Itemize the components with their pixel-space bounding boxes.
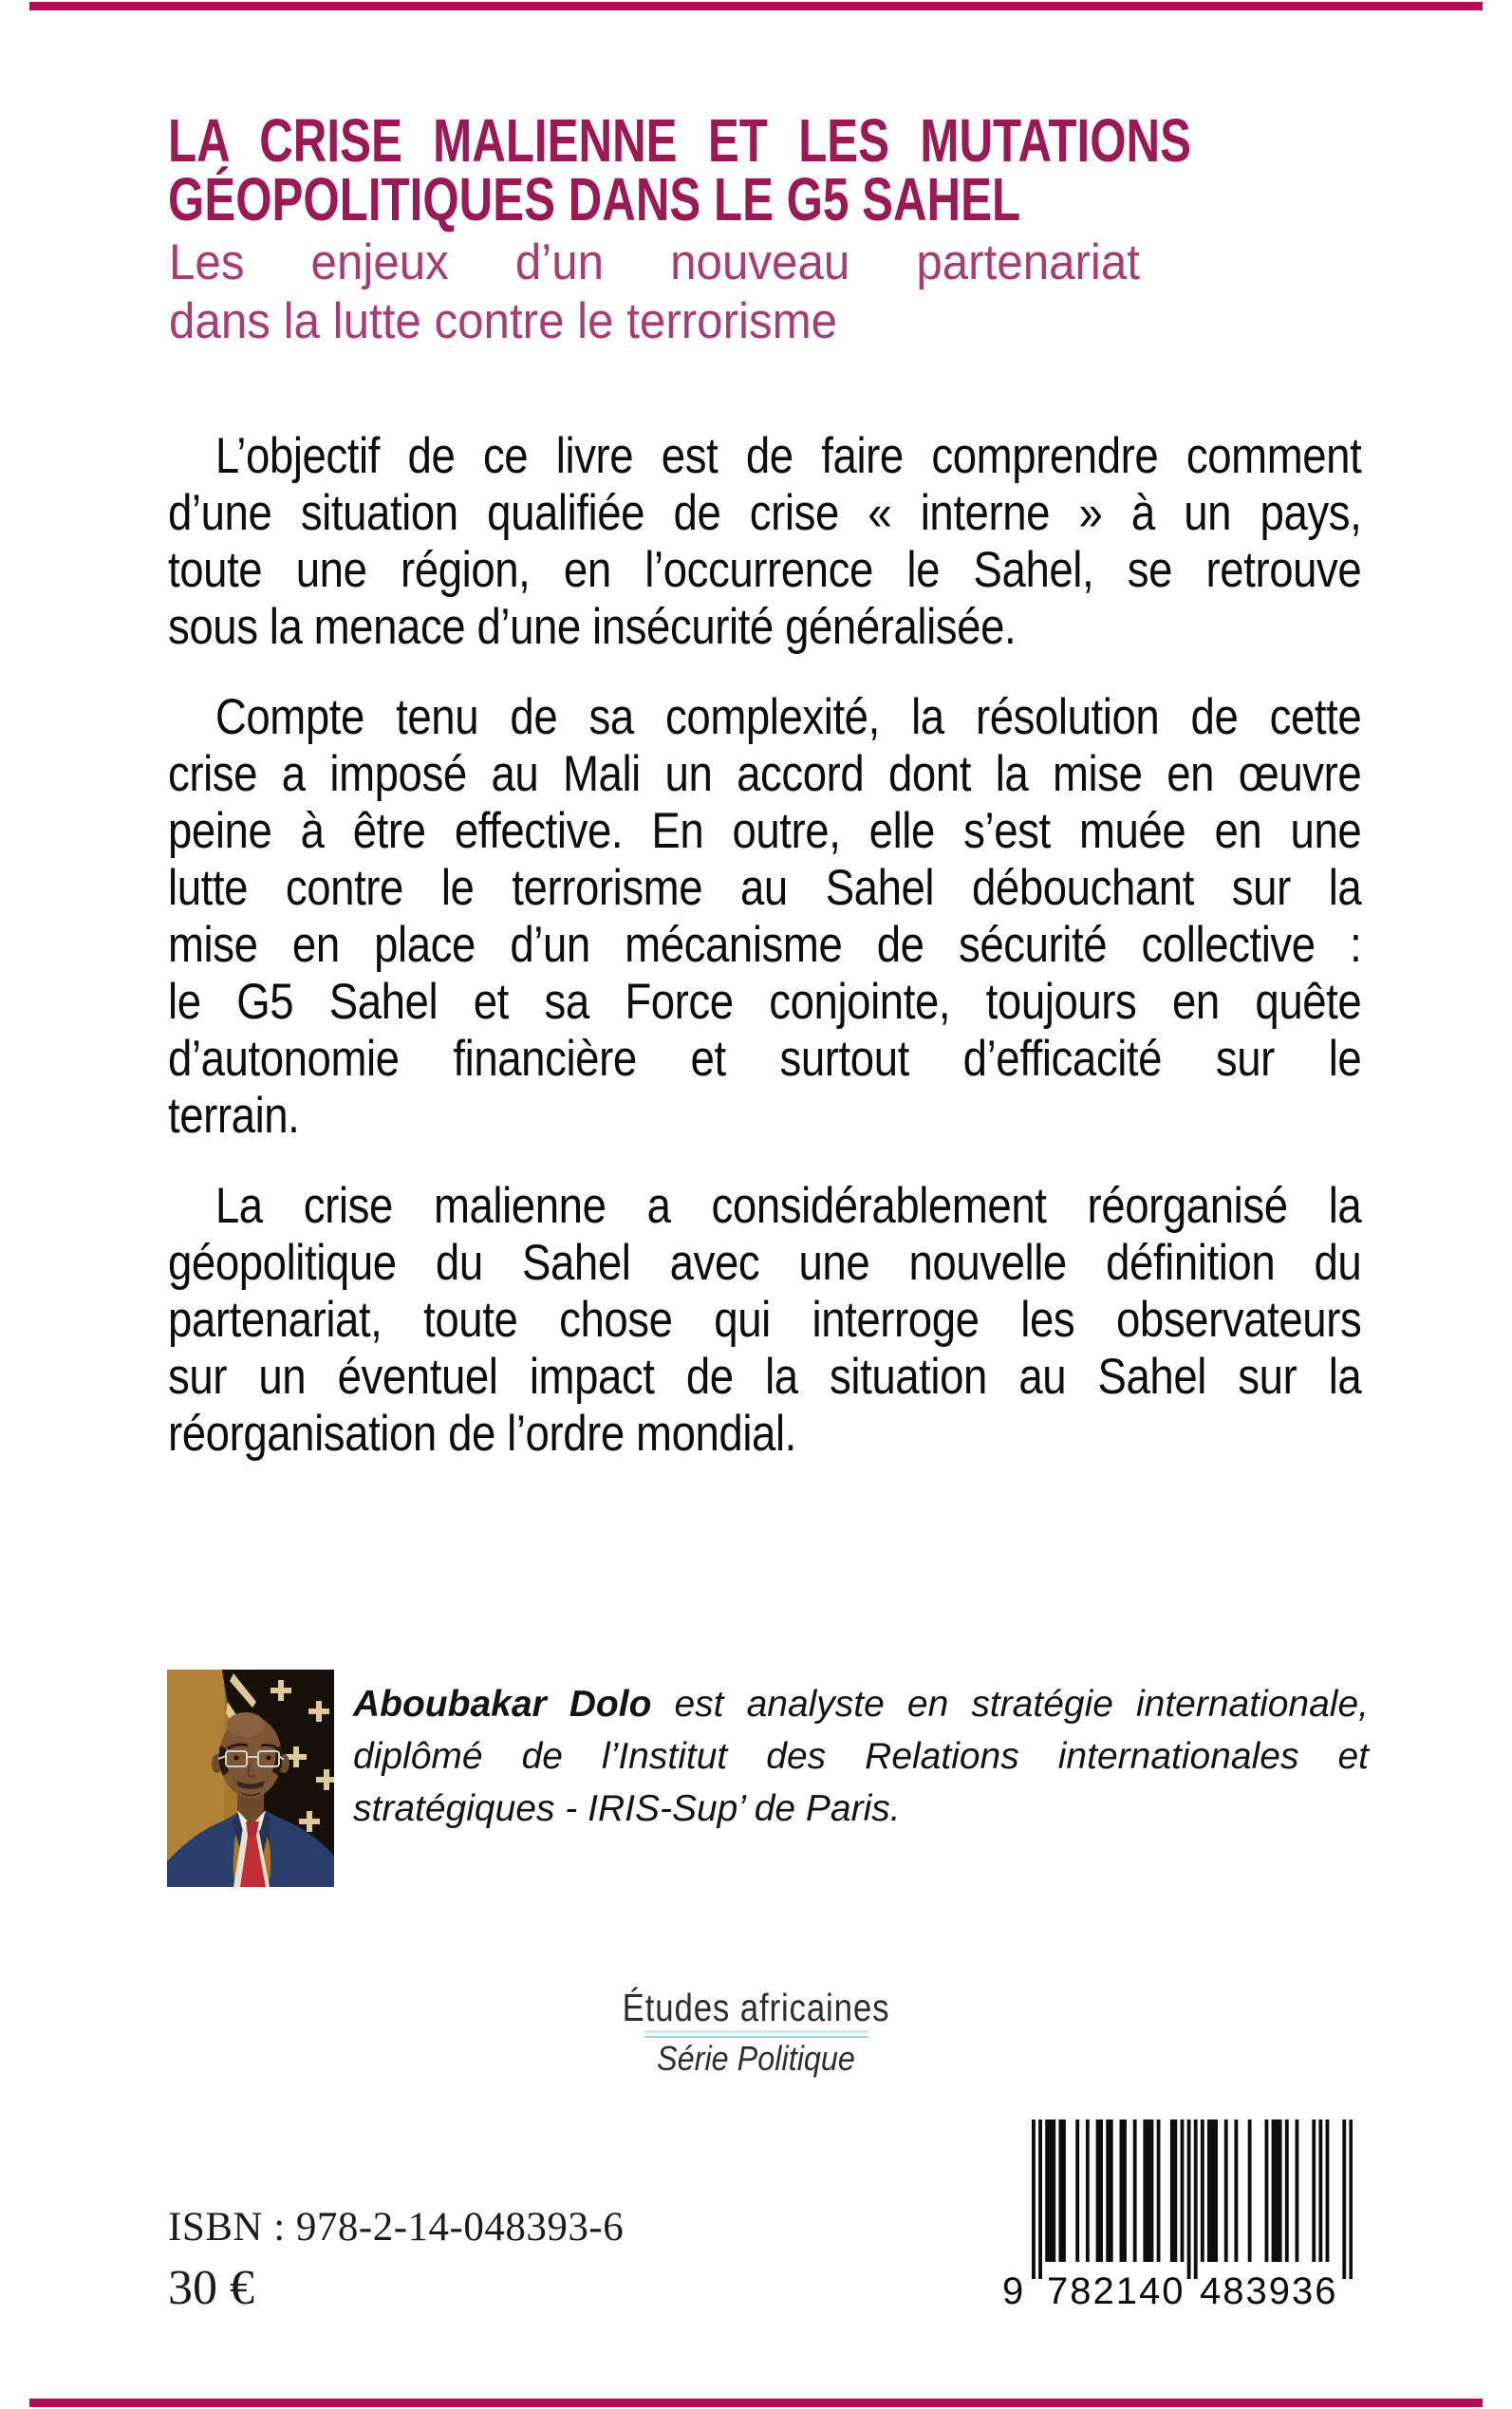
text-line: partenariat, toute chose qui interroge les observateurs [168,1292,1362,1348]
bio-line-3: stratégiques - IRIS-Sup’ de Paris. [353,1788,901,1829]
text-line: réorganisation de l’ordre mondial. [168,1406,796,1462]
text-line: crise a imposé au Mali un accord dont la mise en œuvre [168,746,1362,802]
text-line: terrain. [168,1088,300,1144]
bio-line-1-rest: est analyste en stratégie internationale, [651,1684,1369,1725]
text-line: géopolitique du Sahel avec une nouvelle définition du [168,1235,1362,1291]
price-text: 30 € [168,2261,254,2315]
text-line: Compte tenu de sa complexité, la résolution de cette [215,689,1362,745]
text-line: sous la menace d’une insécurité généralisée. [168,599,1017,655]
barcode-bars [1032,2120,1353,2279]
text-line: d’autonomie financière et surtout d’efficacité sur le [168,1031,1362,1087]
text-line: sur un éventuel impact de la situation au Sahel sur la [168,1349,1362,1405]
isbn-text: ISBN : 978-2-14-048393-6 [168,2205,625,2250]
author-name: Aboubakar Dolo [353,1684,652,1725]
text-line: dans la lutte contre le terrorisme [169,293,838,349]
bio-line-2: diplômé de l’Institut des Relations internationales et [353,1736,1369,1777]
book-subtitle [169,233,1140,351]
text-line: mise en place d’un mécanisme de sécurité collective : [168,917,1362,973]
synopsis-paragraph-3 [168,1178,1361,1463]
text-line: LA CRISE MALIENNE ET LES MUTATIONS [168,106,1191,175]
text-line: GÉOPOLITIQUES DANS LE G5 SAHEL [168,165,1021,233]
bio-line-1 [353,1678,1369,1730]
series-name: Série Politique [657,2039,855,2078]
text-line: peine à être effective. En outre, elle s’est muée en une [168,803,1362,859]
barcode-digits-group2: 483936 [1200,2270,1338,2312]
author-bio [353,1678,1369,1835]
synopsis-paragraph-1 [168,428,1361,656]
collection-underline-rule [644,2030,868,2038]
book-title [168,106,1191,233]
barcode-digit-first: 9 [1002,2270,1024,2312]
text-line: d’une situation qualifiée de crise « interne » à un pays, [168,485,1362,541]
collection-name: Études africaines [622,1986,890,2029]
text-line: La crise malienne a considérablement réorganisé la [215,1178,1362,1234]
barcode-digits-group1: 782140 [1047,2270,1185,2312]
text-line: Les enjeux d’un nouveau partenariat [169,234,1140,290]
synopsis-paragraph-2 [168,689,1361,1145]
text-line: le G5 Sahel et sa Force conjointe, toujours en quête [168,974,1362,1030]
text-line: lutte contre le terrorisme au Sahel débouchant sur la [168,860,1362,916]
ean13-barcode [1032,2120,1353,2281]
bottom-accent-bar [29,2399,1483,2407]
text-line: L’objectif de ce livre est de faire comprendre comment [215,428,1362,484]
text-line: toute une région, en l’occurrence le Sahel, se retrouve [168,542,1362,598]
top-accent-bar [29,2,1483,10]
author-photo [167,1670,334,1887]
